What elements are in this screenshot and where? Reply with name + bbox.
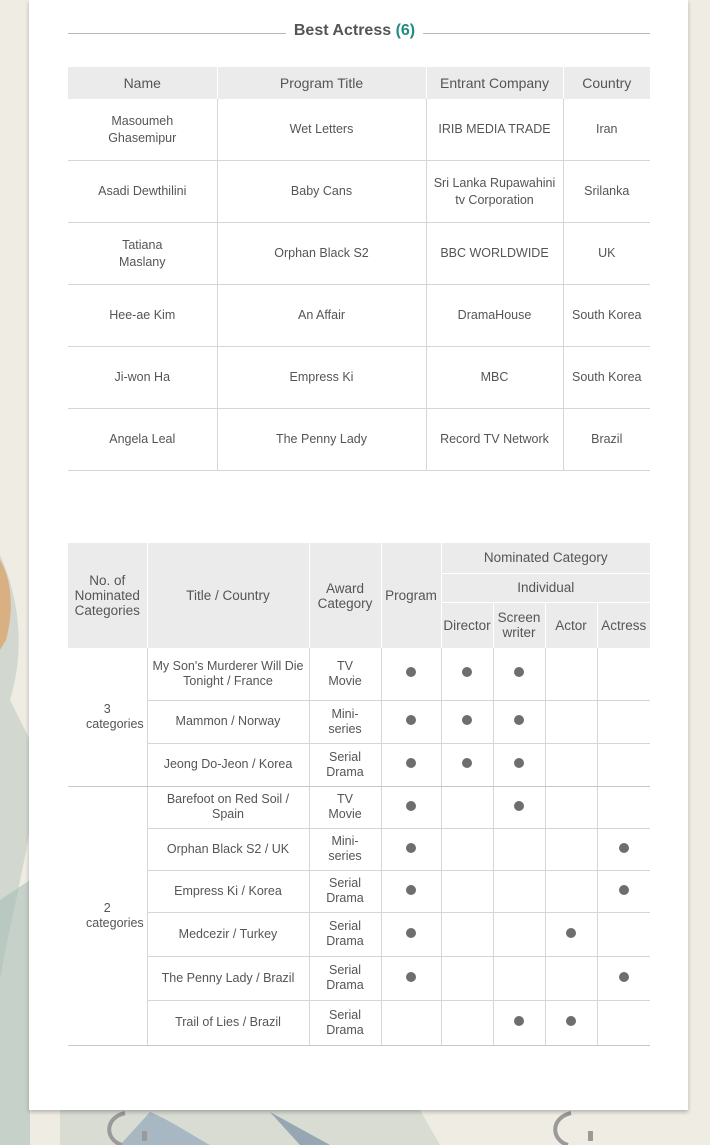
cell-program <box>381 956 441 1000</box>
cell-director <box>441 828 493 870</box>
cell-actor <box>545 956 597 1000</box>
table-row <box>68 786 650 828</box>
cell-actress <box>597 828 650 870</box>
nomination-dot <box>619 843 629 853</box>
nomination-dot <box>514 715 524 725</box>
cell-title-country: Trail of Lies / Brazil <box>147 1000 309 1045</box>
cell-actor <box>545 786 597 828</box>
cell-actress <box>597 786 650 828</box>
table-row <box>68 956 650 1000</box>
cell-director <box>441 912 493 956</box>
best-actress-table <box>68 67 650 471</box>
cell-title-country: My Son's Murderer Will Die Tonight / France <box>147 648 309 700</box>
cell-program <box>381 786 441 828</box>
cell-name: Angela Leal <box>68 409 217 471</box>
nomination-dot <box>619 972 629 982</box>
cell-name: Masoumeh Ghasemipur <box>68 99 217 161</box>
column-header-award-category: Award Category <box>309 543 381 648</box>
table-row <box>68 409 650 471</box>
column-header-actress: Actress <box>597 602 650 648</box>
column-header-entrant-company: Entrant Company <box>426 67 563 99</box>
column-header-program-title: Program Title <box>217 67 426 99</box>
table-row <box>68 223 650 285</box>
cell-title-country: Jeong Do-Jeon / Korea <box>147 743 309 786</box>
cell-title-country: Medcezir / Turkey <box>147 912 309 956</box>
column-header-director: Director <box>441 602 493 648</box>
nomination-dot <box>462 715 472 725</box>
cell-award-category: Serial Drama <box>309 956 381 1000</box>
cell-actress <box>597 870 650 912</box>
table-header-row <box>68 67 650 99</box>
cell-actress <box>597 1000 650 1045</box>
cell-screenwriter <box>493 786 545 828</box>
table-row <box>68 648 650 700</box>
cell-director <box>441 870 493 912</box>
cell-award-category: Mini-series <box>309 828 381 870</box>
cell-director <box>441 1000 493 1045</box>
content-card <box>29 0 688 1110</box>
column-header-actor: Actor <box>545 602 597 648</box>
table-row <box>68 161 650 223</box>
table-row <box>68 828 650 870</box>
cell-entrant-company: DramaHouse <box>426 285 563 347</box>
cell-entrant-company: IRIB MEDIA TRADE <box>426 99 563 161</box>
cell-director <box>441 956 493 1000</box>
cell-actor <box>545 870 597 912</box>
cell-program <box>381 870 441 912</box>
cell-director <box>441 786 493 828</box>
best-actress-heading <box>68 18 650 46</box>
section-title <box>286 22 423 40</box>
cell-actress <box>597 743 650 786</box>
nomination-dot <box>514 801 524 811</box>
cell-name: Ji-won Ha <box>68 347 217 409</box>
column-header-no-of-categories: No. of Nominated Categories <box>68 543 147 648</box>
column-header-program: Program <box>381 543 441 648</box>
cell-screenwriter <box>493 828 545 870</box>
cell-actor <box>545 912 597 956</box>
cell-country: Brazil <box>563 409 650 471</box>
table-row <box>68 870 650 912</box>
cell-program <box>381 912 441 956</box>
cell-actress <box>597 956 650 1000</box>
cell-director <box>441 648 493 700</box>
nomination-dot <box>406 972 416 982</box>
nomination-dot <box>462 667 472 677</box>
cell-screenwriter <box>493 700 545 743</box>
table-header-row <box>68 543 650 573</box>
cell-title-country: Mammon / Norway <box>147 700 309 743</box>
divider <box>423 33 650 34</box>
table-row <box>68 1000 650 1045</box>
cell-program <box>381 828 441 870</box>
cell-program <box>381 648 441 700</box>
cell-title-country: Empress Ki / Korea <box>147 870 309 912</box>
cell-program-title: Baby Cans <box>217 161 426 223</box>
column-header-country: Country <box>563 67 650 99</box>
column-header-individual: Individual <box>441 573 650 602</box>
hook-icon-right <box>555 1113 593 1145</box>
cell-name: Tatiana Maslany <box>68 223 217 285</box>
cell-award-category: TV Movie <box>309 648 381 700</box>
cell-actress <box>597 700 650 743</box>
cell-title-country: Orphan Black S2 / UK <box>147 828 309 870</box>
cell-screenwriter <box>493 870 545 912</box>
column-header-nominated-category: Nominated Category <box>441 543 650 573</box>
cell-screenwriter <box>493 1000 545 1045</box>
cell-actor <box>545 743 597 786</box>
nomination-dot <box>566 1016 576 1026</box>
nomination-dot <box>406 843 416 853</box>
cell-program-title: The Penny Lady <box>217 409 426 471</box>
cell-screenwriter <box>493 956 545 1000</box>
cell-program-title: Orphan Black S2 <box>217 223 426 285</box>
cell-program <box>381 700 441 743</box>
nomination-dot <box>514 758 524 768</box>
nomination-dot <box>619 885 629 895</box>
cell-country: UK <box>563 223 650 285</box>
table-row <box>68 285 650 347</box>
cell-actor <box>545 648 597 700</box>
cell-award-category: Serial Drama <box>309 870 381 912</box>
nomination-dot <box>566 928 576 938</box>
section-title-text: Best Actress <box>293 22 392 39</box>
nomination-dot <box>514 667 524 677</box>
cell-title-country: The Penny Lady / Brazil <box>147 956 309 1000</box>
cell-title-country: Barefoot on Red Soil / Spain <box>147 786 309 828</box>
cell-award-category: Mini-series <box>309 700 381 743</box>
cell-award-category: Serial Drama <box>309 1000 381 1045</box>
nomination-dot <box>406 667 416 677</box>
cell-screenwriter <box>493 912 545 956</box>
cell-program-title: Wet Letters <box>217 99 426 161</box>
cell-entrant-company: BBC WORLDWIDE <box>426 223 563 285</box>
divider <box>68 33 286 34</box>
table-row <box>68 700 650 743</box>
group-label: 3 categories <box>68 648 147 786</box>
nomination-dot <box>406 801 416 811</box>
nomination-dot <box>406 758 416 768</box>
table-row <box>68 347 650 409</box>
group-label: 2 categories <box>68 786 147 1045</box>
cell-actor <box>545 828 597 870</box>
cell-program-title: Empress Ki <box>217 347 426 409</box>
column-header-title-country: Title / Country <box>147 543 309 648</box>
nomination-dot <box>406 885 416 895</box>
cell-director <box>441 743 493 786</box>
cell-country: South Korea <box>563 285 650 347</box>
cell-award-category: TV Movie <box>309 786 381 828</box>
cell-country: Iran <box>563 99 650 161</box>
cell-award-category: Serial Drama <box>309 743 381 786</box>
cell-entrant-company: Sri Lanka Rupawahini tv Corporation <box>426 161 563 223</box>
cell-actress <box>597 648 650 700</box>
nomination-dot <box>406 928 416 938</box>
cell-country: South Korea <box>563 347 650 409</box>
cell-director <box>441 700 493 743</box>
cell-program-title: An Affair <box>217 285 426 347</box>
cell-program <box>381 743 441 786</box>
table-row <box>68 912 650 956</box>
table-row <box>68 99 650 161</box>
column-header-name: Name <box>68 67 217 99</box>
cell-program <box>381 1000 441 1045</box>
column-header-screenwriter: Screen writer <box>493 602 545 648</box>
cell-name: Asadi Dewthilini <box>68 161 217 223</box>
cell-name: Hee-ae Kim <box>68 285 217 347</box>
nomination-dot <box>514 1016 524 1026</box>
nomination-dot <box>406 715 416 725</box>
cell-screenwriter <box>493 648 545 700</box>
cell-screenwriter <box>493 743 545 786</box>
cell-actress <box>597 912 650 956</box>
nominations-table <box>68 543 650 1046</box>
cell-country: Srilanka <box>563 161 650 223</box>
cell-entrant-company: MBC <box>426 347 563 409</box>
cell-actor <box>545 1000 597 1045</box>
table-row <box>68 743 650 786</box>
cell-actor <box>545 700 597 743</box>
nominee-count: (6) <box>395 22 416 39</box>
cell-award-category: Serial Drama <box>309 912 381 956</box>
nomination-dot <box>462 758 472 768</box>
cell-entrant-company: Record TV Network <box>426 409 563 471</box>
